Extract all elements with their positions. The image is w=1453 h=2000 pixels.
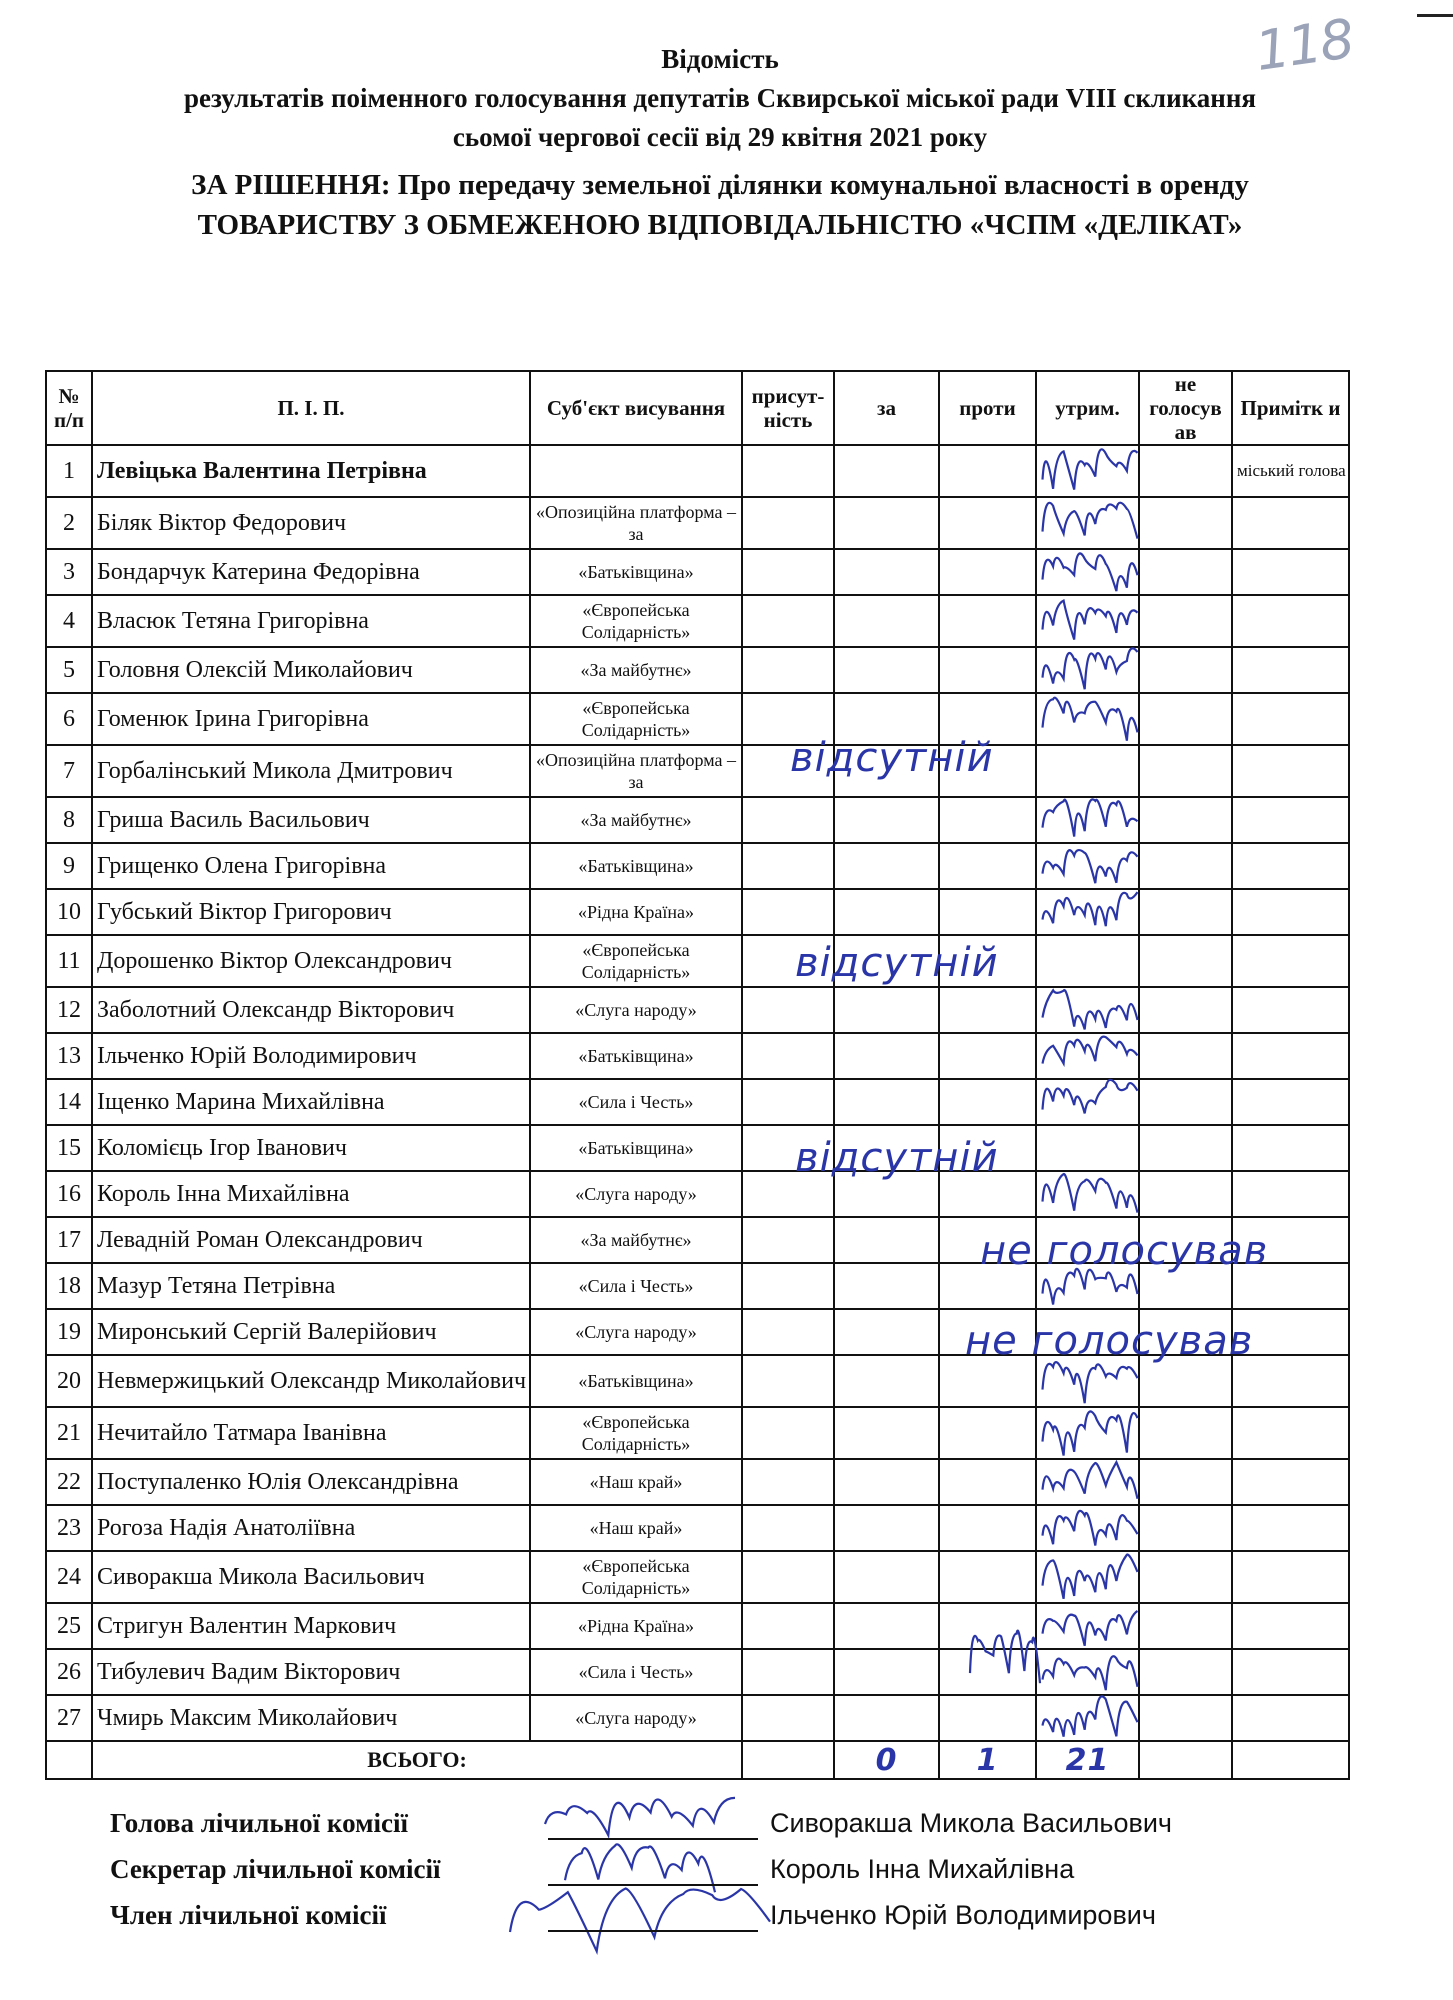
row-present (742, 1695, 834, 1741)
row-za (834, 797, 939, 843)
row-za (834, 1459, 939, 1505)
row-party: «За майбутнє» (530, 797, 742, 843)
row-utrym (1036, 693, 1139, 745)
row-present (742, 1079, 834, 1125)
row-party: «Рідна Країна» (530, 1603, 742, 1649)
row-party: «Опозиційна платформа – за (530, 497, 742, 549)
column-header-name: П. І. П. (92, 371, 530, 445)
commission-secretary-name: Король Інна Михайлівна (770, 1854, 1075, 1884)
table-row (46, 797, 1349, 843)
row-name: Левадній Роман Олександрович (92, 1217, 530, 1263)
table-header-row (46, 371, 1349, 445)
row-present (742, 987, 834, 1033)
row-note (1232, 595, 1349, 647)
handwritten-absent-7: відсутній (790, 735, 994, 781)
table-body (46, 445, 1349, 1741)
row-party: «За майбутнє» (530, 1217, 742, 1263)
column-header-utrym: утрим. (1036, 371, 1139, 445)
handwritten-not-voted-17: не голосував (980, 1228, 1269, 1274)
row-za (834, 1355, 939, 1407)
row-party: «Слуга народу» (530, 1171, 742, 1217)
row-number: 12 (46, 987, 92, 1033)
row-za (834, 1505, 939, 1551)
row-note (1232, 1407, 1349, 1459)
table-row (46, 1033, 1349, 1079)
row-number: 14 (46, 1079, 92, 1125)
row-name: Рогоза Надія Анатоліївна (92, 1505, 530, 1551)
row-utrym (1036, 987, 1139, 1033)
row-present (742, 1033, 834, 1079)
handwritten-signature (545, 1798, 735, 1835)
row-ne-golosuvav (1139, 889, 1232, 935)
row-party: «Слуга народу» (530, 1309, 742, 1355)
row-number: 17 (46, 1217, 92, 1263)
row-party: «Опозиційна платформа – за (530, 745, 742, 797)
signature-line (548, 1884, 758, 1886)
row-name: Дорошенко Віктор Олександрович (92, 935, 530, 987)
row-present (742, 1263, 834, 1309)
column-header-note: Примітк и (1232, 371, 1349, 445)
decision-subject-line: ЗА РІШЕННЯ: Про передачу земельної ділянки комунальної власності в оренду (191, 169, 1249, 201)
row-number: 6 (46, 693, 92, 745)
table-row (46, 445, 1349, 497)
row-za (834, 1263, 939, 1309)
voting-table (45, 370, 1350, 1780)
row-note (1232, 693, 1349, 745)
row-number: 13 (46, 1033, 92, 1079)
row-utrym (1036, 1649, 1139, 1695)
row-proty (939, 797, 1036, 843)
row-ne-golosuvav (1139, 1079, 1232, 1125)
row-note (1232, 843, 1349, 889)
row-party: «Наш край» (530, 1505, 742, 1551)
row-name: Тибулевич Вадим Вікторович (92, 1649, 530, 1695)
row-name: Гриша Василь Васильович (92, 797, 530, 843)
row-proty (939, 445, 1036, 497)
row-proty (939, 1603, 1036, 1649)
column-header-num: № п/п (46, 371, 92, 445)
row-proty (939, 497, 1036, 549)
row-za (834, 549, 939, 595)
row-party: «Сила і Честь» (530, 1079, 742, 1125)
row-party: «Сила і Честь» (530, 1649, 742, 1695)
row-number: 15 (46, 1125, 92, 1171)
table-total-row (46, 1741, 1349, 1779)
row-za (834, 843, 939, 889)
row-utrym (1036, 1171, 1139, 1217)
row-utrym (1036, 1695, 1139, 1741)
signature-line (548, 1930, 758, 1932)
row-proty (939, 889, 1036, 935)
row-note (1232, 935, 1349, 987)
row-proty (939, 1407, 1036, 1459)
page-number: 118 (1251, 7, 1357, 84)
handwritten-signature (510, 1889, 770, 1952)
row-present (742, 549, 834, 595)
row-note (1232, 1695, 1349, 1741)
table-row (46, 1079, 1349, 1125)
row-number: 5 (46, 647, 92, 693)
total-note (1232, 1741, 1349, 1779)
row-party: «Слуга народу» (530, 987, 742, 1033)
row-ne-golosuvav (1139, 1033, 1232, 1079)
commission-head-label: Голова лічильної комісії (110, 1808, 408, 1838)
row-present (742, 1459, 834, 1505)
row-proty (939, 1033, 1036, 1079)
row-ne-golosuvav (1139, 1649, 1232, 1695)
row-name: Мазур Тетяна Петрівна (92, 1263, 530, 1309)
row-proty (939, 549, 1036, 595)
row-number: 24 (46, 1551, 92, 1603)
row-proty (939, 595, 1036, 647)
row-za (834, 1695, 939, 1741)
row-number: 16 (46, 1171, 92, 1217)
table-row (46, 987, 1349, 1033)
row-number: 9 (46, 843, 92, 889)
row-utrym (1036, 497, 1139, 549)
table-row (46, 1407, 1349, 1459)
row-note (1232, 1459, 1349, 1505)
row-note (1232, 745, 1349, 797)
row-utrym (1036, 1407, 1139, 1459)
row-present (742, 1551, 834, 1603)
row-note (1232, 987, 1349, 1033)
row-utrym (1036, 797, 1139, 843)
row-party: «Батьківщина» (530, 1355, 742, 1407)
row-ne-golosuvav (1139, 745, 1232, 797)
decision-subject-line: ТОВАРИСТВУ З ОБМЕЖЕНОЮ ВІДПОВІДАЛЬНІСТЮ «ЧСПМ «ДЕЛІКАТ» (197, 209, 1243, 241)
row-number: 1 (46, 445, 92, 497)
total-za-value: 0 (875, 1742, 898, 1778)
row-party: «Сила і Честь» (530, 1263, 742, 1309)
row-ne-golosuvav (1139, 1459, 1232, 1505)
row-number: 7 (46, 745, 92, 797)
row-proty (939, 1505, 1036, 1551)
row-ne-golosuvav (1139, 549, 1232, 595)
table-row (46, 935, 1349, 987)
row-note: міський голова (1232, 445, 1349, 497)
row-utrym (1036, 445, 1139, 497)
column-header-party: Суб'єкт висування (530, 371, 742, 445)
row-party: «Європейська Солідарність» (530, 1407, 742, 1459)
row-proty (939, 1695, 1036, 1741)
row-present (742, 1505, 834, 1551)
row-present (742, 1603, 834, 1649)
commission-names (770, 1800, 1172, 1938)
row-za (834, 1551, 939, 1603)
row-ne-golosuvav (1139, 935, 1232, 987)
document-title: Відомість (661, 44, 779, 74)
table-row (46, 1649, 1349, 1695)
table-row (46, 497, 1349, 549)
row-note (1232, 497, 1349, 549)
row-party: «Європейська Солідарність» (530, 595, 742, 647)
row-name: Левіцька Валентина Петрівна (92, 445, 530, 497)
row-utrym (1036, 1459, 1139, 1505)
row-name: Поступаленко Юлія Олександрівна (92, 1459, 530, 1505)
row-number: 22 (46, 1459, 92, 1505)
row-present (742, 647, 834, 693)
row-name: Горбалінський Микола Дмитрович (92, 745, 530, 797)
total-za (834, 1741, 939, 1779)
row-za (834, 1407, 939, 1459)
row-utrym (1036, 1505, 1139, 1551)
row-number: 2 (46, 497, 92, 549)
total-utrym-value: 21 (1065, 1742, 1110, 1778)
row-name: Нечитайло Татмара Іванівна (92, 1407, 530, 1459)
total-label: ВСЬОГО: (92, 1741, 742, 1779)
table-row (46, 1603, 1349, 1649)
row-name: Бондарчук Катерина Федорівна (92, 549, 530, 595)
table-row (46, 1695, 1349, 1741)
table-row (46, 647, 1349, 693)
row-name: Чмирь Максим Миколайович (92, 1695, 530, 1741)
row-party: «Наш край» (530, 1459, 742, 1505)
row-utrym (1036, 1603, 1139, 1649)
row-ne-golosuvav (1139, 595, 1232, 647)
handwritten-absent-15: відсутній (795, 1135, 999, 1181)
row-ne-golosuvav (1139, 1505, 1232, 1551)
row-ne-golosuvav (1139, 497, 1232, 549)
row-proty (939, 1459, 1036, 1505)
total-ne-golosuvav (1139, 1741, 1232, 1779)
row-ne-golosuvav (1139, 1695, 1232, 1741)
row-note (1232, 647, 1349, 693)
commission-head-name: Сиворакша Микола Васильович (770, 1808, 1172, 1838)
table-row (46, 1459, 1349, 1505)
row-number: 21 (46, 1407, 92, 1459)
row-note (1232, 1551, 1349, 1603)
row-name: Король Інна Михайлівна (92, 1171, 530, 1217)
row-utrym (1036, 1125, 1139, 1171)
row-note (1232, 1171, 1349, 1217)
row-za (834, 497, 939, 549)
total-utrym (1036, 1741, 1139, 1779)
commission-member-name: Ільченко Юрій Володимирович (770, 1900, 1156, 1930)
row-name: Гоменюк Ірина Григорівна (92, 693, 530, 745)
row-present (742, 843, 834, 889)
row-proty (939, 1551, 1036, 1603)
table-row (46, 889, 1349, 935)
row-utrym (1036, 1033, 1139, 1079)
row-party: «Батьківщина» (530, 1125, 742, 1171)
table-row (46, 693, 1349, 745)
commission-member-label: Член лічильної комісії (110, 1900, 387, 1930)
row-name: Стригун Валентин Маркович (92, 1603, 530, 1649)
row-name: Іщенко Марина Михайлівна (92, 1079, 530, 1125)
row-utrym (1036, 935, 1139, 987)
row-proty (939, 647, 1036, 693)
row-name: Біляк Віктор Федорович (92, 497, 530, 549)
row-party: «Батьківщина» (530, 1033, 742, 1079)
table-row (46, 549, 1349, 595)
row-present (742, 1355, 834, 1407)
row-present (742, 497, 834, 549)
row-note (1232, 889, 1349, 935)
row-party: «Рідна Країна» (530, 889, 742, 935)
corner-mark (1417, 14, 1453, 17)
row-party: «Слуга народу» (530, 1695, 742, 1741)
row-number: 3 (46, 549, 92, 595)
row-name: Миронський Сергій Валерійович (92, 1309, 530, 1355)
signature-line (548, 1838, 758, 1840)
row-name: Власюк Тетяна Григорівна (92, 595, 530, 647)
row-za (834, 1217, 939, 1263)
row-utrym (1036, 1551, 1139, 1603)
row-note (1232, 1125, 1349, 1171)
row-party: «Європейська Солідарність» (530, 935, 742, 987)
row-note (1232, 1079, 1349, 1125)
row-utrym (1036, 1079, 1139, 1125)
row-ne-golosuvav (1139, 843, 1232, 889)
row-number: 18 (46, 1263, 92, 1309)
row-note (1232, 797, 1349, 843)
row-utrym (1036, 843, 1139, 889)
row-number: 27 (46, 1695, 92, 1741)
row-present (742, 445, 834, 497)
table-row (46, 1125, 1349, 1171)
row-proty (939, 987, 1036, 1033)
total-cell (46, 1741, 92, 1779)
row-party (530, 445, 742, 497)
row-ne-golosuvav (1139, 1171, 1232, 1217)
column-header-za: за (834, 371, 939, 445)
row-ne-golosuvav (1139, 1551, 1232, 1603)
row-number: 20 (46, 1355, 92, 1407)
row-ne-golosuvav (1139, 987, 1232, 1033)
row-za (834, 1079, 939, 1125)
row-utrym (1036, 745, 1139, 797)
row-name: Коломієць Ігор Іванович (92, 1125, 530, 1171)
row-party: «Європейська Солідарність» (530, 693, 742, 745)
row-za (834, 1309, 939, 1355)
document-subtitle-line: результатів поіменного голосування депутатів Сквирської міської ради VIII скликання (183, 83, 1257, 113)
row-party: «Батьківщина» (530, 843, 742, 889)
row-note (1232, 549, 1349, 595)
handwritten-absent-11: відсутній (795, 940, 999, 986)
row-party: «Європейська Солідарність» (530, 1551, 742, 1603)
document-header (40, 40, 1400, 245)
row-number: 11 (46, 935, 92, 987)
row-party: «Батьківщина» (530, 549, 742, 595)
row-name: Сиворакша Микола Васильович (92, 1551, 530, 1603)
row-party: «За майбутнє» (530, 647, 742, 693)
row-za (834, 595, 939, 647)
row-ne-golosuvav (1139, 1125, 1232, 1171)
row-name: Губський Віктор Григорович (92, 889, 530, 935)
row-ne-golosuvav (1139, 1407, 1232, 1459)
table-row (46, 1505, 1349, 1551)
row-name: Грищенко Олена Григорівна (92, 843, 530, 889)
row-za (834, 1603, 939, 1649)
row-ne-golosuvav (1139, 797, 1232, 843)
row-za (834, 1649, 939, 1695)
decision-subject (40, 165, 1400, 245)
row-number: 25 (46, 1603, 92, 1649)
row-present (742, 1309, 834, 1355)
row-number: 26 (46, 1649, 92, 1695)
row-ne-golosuvav (1139, 693, 1232, 745)
row-present (742, 1217, 834, 1263)
column-header-present: присут-ність (742, 371, 834, 445)
total-proty-value: 1 (976, 1742, 999, 1778)
row-note (1232, 1649, 1349, 1695)
total-present (742, 1741, 834, 1779)
document-subtitle-line: сьомої чергової сесії від 29 квітня 2021 року (452, 122, 988, 152)
table-row (46, 1551, 1349, 1603)
row-utrym (1036, 647, 1139, 693)
row-number: 19 (46, 1309, 92, 1355)
row-name: Ільченко Юрій Володимирович (92, 1033, 530, 1079)
column-header-ne-golosuvav: не голосув ав (1139, 371, 1232, 445)
row-number: 23 (46, 1505, 92, 1551)
row-name: Невмержицький Олександр Миколайович (92, 1355, 530, 1407)
row-number: 8 (46, 797, 92, 843)
row-proty (939, 1649, 1036, 1695)
row-present (742, 1407, 834, 1459)
commission-labels (110, 1800, 440, 1938)
table-row (46, 843, 1349, 889)
row-za (834, 889, 939, 935)
row-name: Заболотний Олександр Вікторович (92, 987, 530, 1033)
row-utrym (1036, 549, 1139, 595)
row-number: 4 (46, 595, 92, 647)
row-name: Головня Олексій Миколайович (92, 647, 530, 693)
table-row (46, 595, 1349, 647)
row-present (742, 889, 834, 935)
row-za (834, 647, 939, 693)
row-ne-golosuvav (1139, 445, 1232, 497)
row-za (834, 987, 939, 1033)
row-ne-golosuvav (1139, 647, 1232, 693)
row-proty (939, 843, 1036, 889)
row-ne-golosuvav (1139, 1603, 1232, 1649)
total-proty (939, 1741, 1036, 1779)
row-present (742, 1649, 834, 1695)
row-note (1232, 1505, 1349, 1551)
table-row (46, 745, 1349, 797)
row-utrym (1036, 889, 1139, 935)
row-number: 10 (46, 889, 92, 935)
row-utrym (1036, 595, 1139, 647)
column-header-proty: проти (939, 371, 1036, 445)
row-present (742, 595, 834, 647)
handwritten-not-voted-19: не голосував (965, 1318, 1254, 1364)
row-note (1232, 1033, 1349, 1079)
row-za (834, 1033, 939, 1079)
table-row (46, 1171, 1349, 1217)
row-note (1232, 1603, 1349, 1649)
row-present (742, 797, 834, 843)
row-za (834, 445, 939, 497)
commission-secretary-label: Секретар лічильної комісії (110, 1854, 441, 1884)
row-proty (939, 1079, 1036, 1125)
